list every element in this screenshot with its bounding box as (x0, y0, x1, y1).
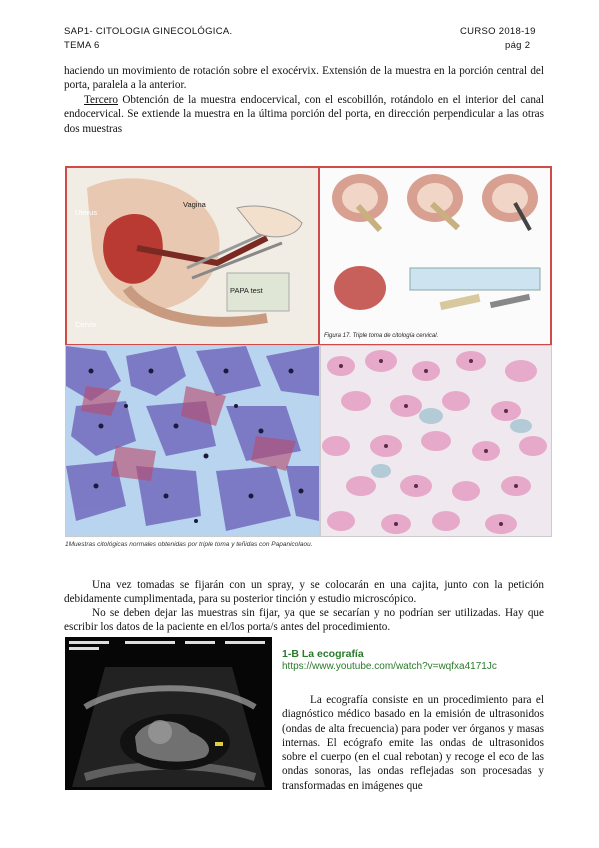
labeling-paragraph: No se deben dejar las muestras sin fijar, ya que se secarían y no podrían ser utilizadas. Hay que escribir los datos de la paciente en el/los porta/s antes del procedimiento. (64, 607, 544, 634)
label-vagina: Vagina (183, 200, 206, 209)
ultrasound-drawing (65, 637, 272, 790)
anatomy-drawing (67, 168, 318, 344)
tercero-text: Obtención de la muestra endocervical, con el escobillón, rotándolo en el interior del canal endocervical. Se extiende la muestra en la última porción del porta, en dirección perpendicular a las otras dos muestras (64, 94, 544, 135)
cytology-blue-drawing (66, 346, 319, 536)
cytology-caption: 1Muestras citológicas normales obtenidas por triple toma y teñidas con Papanicolaou. (65, 541, 313, 548)
cytology-sample-blue (65, 345, 320, 537)
figure-17-caption: Figura 17. Triple toma de citología cervical. (324, 333, 439, 339)
tercero-label: Tercero (84, 94, 118, 106)
triple-sampling-drawing (320, 168, 550, 344)
cytology-pink-drawing (321, 346, 551, 536)
youtube-link[interactable]: https://www.youtube.com/watch?v=wqfxa4171Jc (282, 661, 497, 672)
intro-paragraph: haciendo un movimiento de rotación sobre el exocérvix. Extensión de la muestra en la porción central del porta, paralela a la anterior. (64, 65, 544, 92)
header-course: SAP1- CITOLOGIA GINECOLÓGICA. (64, 26, 233, 37)
ecografia-paragraph: La ecografía consiste en un procedimiento para el diagnóstico médico basado en la emisión de ultrasonidos (ondas de alta frecuencia) para poder ver órganos y masas internas. El ecógrafo emite las ondas de ultrasonidos sobre el cuerpo (en el cual rebotan) y recoge el eco de las ondas sonoras, las ondas reflejadas son procesadas y transformadas en imágenes que (282, 694, 544, 792)
fixation-paragraph: Una vez tomadas se fijarán con un spray, y se colocarán en una cajita, junto con la petición debidamente cumplimentada, para su posterior tinción y estudio microscópico. (64, 579, 544, 606)
anatomy-illustration (65, 166, 320, 346)
ecografia-heading: 1-B La ecografía (282, 648, 364, 660)
tercero-paragraph (64, 93, 544, 136)
label-uterus: Uterus (75, 208, 98, 217)
ultrasound-image (65, 637, 272, 790)
header-tema: TEMA 6 (64, 40, 100, 51)
cytology-sample-pink (320, 345, 552, 537)
label-papa-test: PAPA test (230, 286, 263, 295)
label-cervix: Cervix (75, 320, 97, 329)
triple-sampling-figure (318, 166, 552, 346)
header-curso: CURSO 2018-19 (460, 26, 536, 37)
header-page: pág 2 (505, 40, 531, 51)
